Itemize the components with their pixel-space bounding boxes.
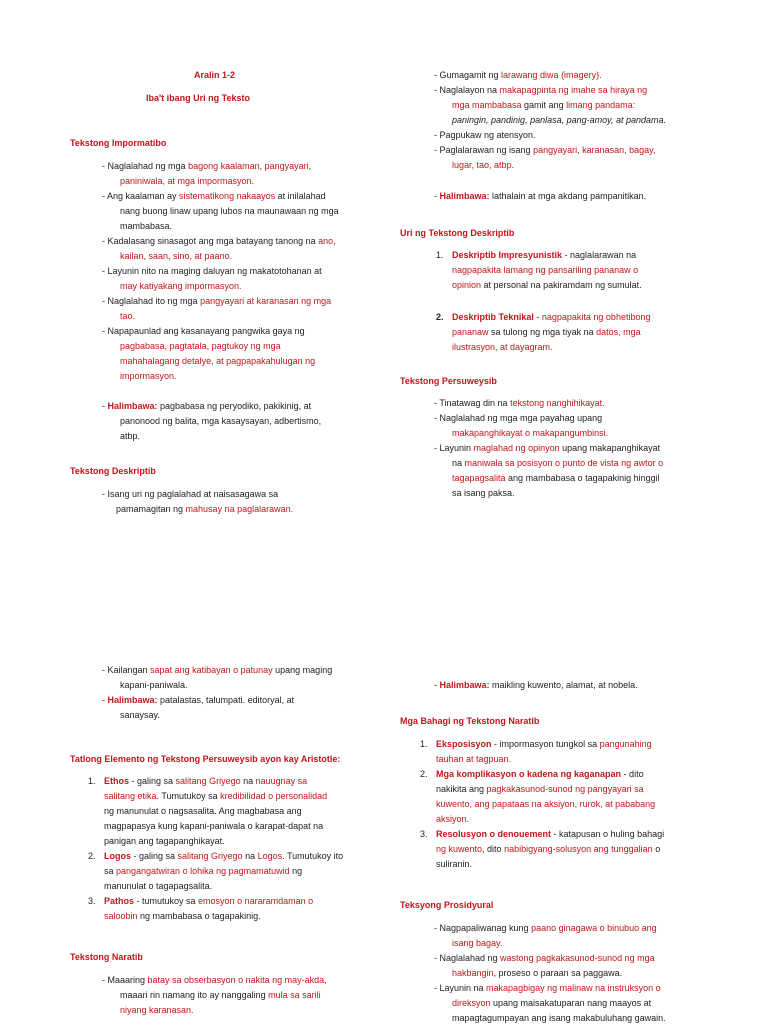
list-item: 2. Logos - galing sa salitang Griyego na Logos. Tumutukoy ito: [88, 851, 344, 861]
section-heading-naratib: Tekstong Naratib: [70, 952, 143, 962]
example-label: Halimbawa:: [439, 191, 490, 201]
example-label: Halimbawa:: [107, 401, 158, 411]
example-cont: panonood ng balita, mga kasaysayan, adbertismo,: [120, 416, 322, 426]
list-item: - Isang uri ng paglalahad at naisasagawa sa: [102, 489, 279, 499]
list-item: - Kailangan sapat ang katibayan o patunay upang maging: [102, 665, 333, 675]
list-item-cont: nang buong linaw upang lubos na maunawaan ng mga: [120, 206, 339, 216]
list-item: - Pagpukaw ng atensyon.: [434, 130, 536, 140]
bahagi-list: [420, 737, 760, 872]
section-heading-bahagi: Mga Bahagi ng Tekstong Naratib: [400, 716, 540, 726]
list-item-cont: kuwento, ang papataas na aksiyon, rurok, at pababang: [436, 799, 656, 809]
list-item: - Gumagamit ng larawang diwa (imagery).: [434, 70, 602, 80]
list-item-cont: na maniwala sa posisyon o punto de vista ng awtor o: [452, 458, 664, 468]
list-item: - Layunin maglahad ng opinyon upang makapanghikayat: [434, 443, 661, 453]
list-item-cont: pamamagitan ng mahusay na paglalarawan.: [116, 504, 294, 514]
list-item-cont: direksyon upang maisakatuparan nang maayos at: [452, 998, 652, 1008]
list-item-cont: pagbabasa, pagtatala, pagtukoy ng mga: [120, 341, 281, 351]
list-item: - Nagpapaliwanag kung paano ginagawa o binubuo ang: [434, 923, 657, 933]
list-item: - Halimbawa: patalastas, talumpati. editoryal, at: [102, 695, 295, 705]
list-item: 1. Ethos - galing sa salitang Griyego na nauugnay sa: [88, 776, 308, 786]
list-item: - Naglalahad ng wastong pagkakasunod-sunod ng mga: [434, 953, 655, 963]
list-item: - Naglalahad ng mga mga payahag upang: [434, 413, 603, 423]
lesson-title: Aralin 1-2: [194, 70, 236, 80]
deskriptib-example: - Halimbawa: lathalain at mga akdang pampanitikan.: [434, 191, 647, 201]
list-item-cont: sanaysay.: [120, 710, 160, 720]
section-heading-uri-deskriptib: Uri ng Tekstong Deskriptib: [400, 228, 515, 238]
list-item-cont: paniniwala, at mga impormasyon.: [120, 176, 255, 186]
list-item-cont: makapanghikayat o makapangumbinsi.: [452, 428, 609, 438]
list-item: 2. Mga komplikasyon o kadena ng kaganapan - dito: [420, 769, 644, 779]
list-item: - Layunin na makapagbigay ng malinaw na instruksyon o: [434, 983, 661, 993]
list-item-cont: suliranin.: [436, 859, 473, 869]
list-item-cont: mga mambabasa gamit ang limang pandama:: [452, 100, 636, 110]
list-item: 3. Pathos - tumutukoy sa emosyon o nararamdaman o: [88, 896, 314, 906]
list-item-cont: manunulat o tagapagsalita.: [104, 881, 213, 891]
list-item-cont: may katiyakang impormasyon.: [120, 281, 242, 291]
section-heading-persuweysib: Tekstong Persuweysib: [400, 376, 497, 386]
section-heading-prosidyural: Teksyong Prosidyural: [400, 900, 494, 910]
deskriptib-cont-list: [434, 68, 764, 173]
list-item-cont: kapani-paniwala.: [120, 680, 188, 690]
list-item-cont: maaari rin namang ito ay nanggaling mula sa sarili: [120, 990, 321, 1000]
list-item: - Paglalarawan ng isang pangyayari, karanasan, bagay,: [434, 145, 656, 155]
lesson-subtitle: Iba't ibang Uri ng Teksto: [146, 93, 250, 103]
deskriptib-list: [102, 487, 382, 517]
list-item: - Ang kaalaman ay sistematikong nakaayos at inilalahad: [102, 191, 326, 201]
informatibo-example: - Halimbawa: pagbabasa ng peryodiko, pakikinig, at panonood ng balita, mga kasaysayan, adbertismo, atbp.: [102, 399, 382, 444]
list-item: - Layunin nito na maging daluyan ng makatotohanan at: [102, 266, 322, 276]
naratib-list: [102, 973, 382, 1018]
uri-deskriptib-list: [436, 248, 766, 355]
list-item-cont: mambabasa.: [120, 221, 173, 231]
list-item-cont: isang bagay.: [452, 938, 503, 948]
list-item-cont: impormasyon.: [120, 371, 177, 381]
list-item-cont: tao.: [120, 311, 136, 321]
list-item-cont: paningin, pandinig, panlasa, pang-amoy, at pandama.: [452, 115, 666, 125]
aristotle-list: [88, 774, 378, 924]
list-item-cont: ng kuwento, dito nabibigyang-solusyon ang tunggalian o: [436, 844, 661, 854]
list-item-cont: tauhan at tagpuan.: [436, 754, 512, 764]
naratib-example: - Halimbawa: maikling kuwento, alamat, at nobela.: [434, 680, 638, 690]
list-item: - Napapaunlad ang kasanayang pangwika gaya ng: [102, 326, 305, 336]
list-item-cont: magpapasya kung kapani-paniwala o karapat-dapat na: [104, 821, 324, 831]
informatibo-list: [102, 159, 382, 384]
list-item-cont: tagapagsalita ang mambabasa o tagapakinig hinggil: [452, 473, 660, 483]
list-item-cont: niyang karanasan.: [120, 1005, 194, 1015]
list-item: - Maaaring batay sa obserbasyon o nakita ng may-akda,: [102, 975, 327, 985]
list-item-cont: mahahalagang detalye, at pagpapakahulugan ng: [120, 356, 316, 366]
list-item-cont: saloobin ng mambabasa o tagapakinig.: [104, 911, 261, 921]
list-item: 2. Deskriptib Teknikal - nagpapakita ng obhetibong: [436, 312, 651, 322]
list-item-cont: sa pangangatwiran o lohika ng pagmamatuwid ng: [104, 866, 303, 876]
list-item: - Naglalahad ng mga bagong kaalaman, pangyayari,: [102, 161, 312, 171]
list-item-cont: pananaw sa tulong ng mga tiyak na datos, mga: [452, 327, 641, 337]
example-label: Halimbawa:: [439, 680, 490, 690]
list-item: - Kadalasang sinasagot ang mga batayang tanong na ano,: [102, 236, 336, 246]
section-heading-deskriptib: Tekstong Deskriptib: [70, 466, 156, 476]
section-heading-aristotle: Tatlong Elemento ng Tekstong Persuweysib ayon kay Aristotle:: [70, 754, 341, 764]
list-item: 3. Resolusyon o denouement - katapusan o huling bahagi: [420, 829, 665, 839]
list-item-cont: kailan, saan, sino, at paano.: [120, 251, 233, 261]
list-item: 1. Deskriptib Impresyunistik - naglalarawan na: [436, 250, 637, 260]
list-item-cont: opinion at personal na pakiramdam ng sumulat.: [452, 280, 642, 290]
list-item: - Naglalayon na makapagpinta ng imahe sa hiraya ng: [434, 85, 648, 95]
list-item-cont: nagpapakita lamang ng pansariling pananaw o: [452, 265, 639, 275]
list-item-cont: ilustrasyon, at dayagram.: [452, 342, 553, 352]
section-heading-informatibo: Tekstong Impormatibo: [70, 138, 167, 148]
example-cont: atbp.: [120, 431, 141, 441]
list-item: - Naglalahad ito ng mga pangyayari at karanasan ng mga: [102, 296, 332, 306]
list-item-cont: salitang etika. Tumutukoy sa kredibilidad o personalidad: [104, 791, 328, 801]
list-item: - Tinatawag din na tekstong nanghihikayat.: [434, 398, 605, 408]
persuweysib-list: [434, 396, 764, 501]
list-item-cont: aksiyon.: [436, 814, 470, 824]
list-item: 1. Eksposisyon - impormasyon tungkol sa pangunahing: [420, 739, 652, 749]
example-label: Halimbawa:: [107, 695, 158, 705]
list-item-cont: mapagtagumpayan ang isang makabuluhang gawain.: [452, 1013, 666, 1023]
prosidyural-list: [434, 921, 764, 1026]
list-item-cont: nakikita ang pagkakasunod-sunod ng pangyayari sa: [436, 784, 644, 794]
list-item-cont: panigan ang tagapanghikayat.: [104, 836, 225, 846]
list-item-cont: lugar, tao, atbp.: [452, 160, 515, 170]
list-item-cont: ng manunulat o nagsasalita. Ang magbabasa ang: [104, 806, 302, 816]
list-item-cont: hakbangin, proseso o paraan sa paggawa.: [452, 968, 623, 978]
list-item-cont: sa isang paksa.: [452, 488, 515, 498]
persuweysib-cont-list: [102, 663, 382, 723]
